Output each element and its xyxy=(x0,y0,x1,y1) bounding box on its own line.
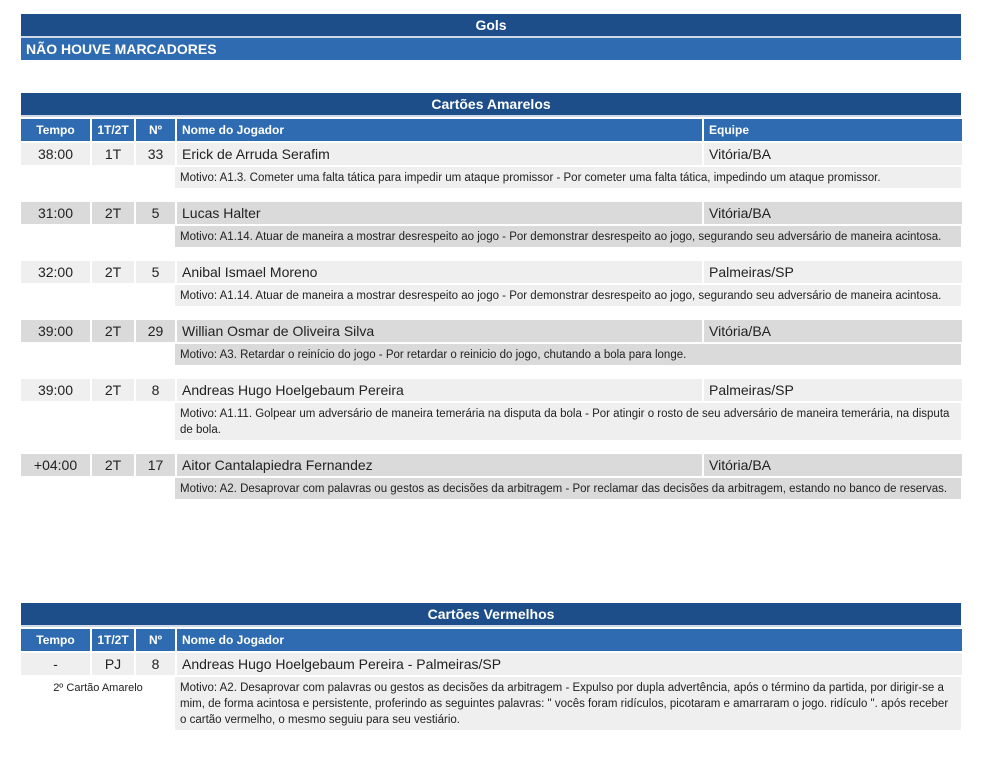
row-indent xyxy=(21,165,175,188)
row-motivo: Motivo: A1.3. Cometer uma falta tática para impedir um ataque promissor - Por cometer uma falta tática, impedindo um ataque promissor. xyxy=(175,167,961,188)
row-nome: Andreas Hugo Hoelgebaum Pereira xyxy=(177,379,702,401)
col-tempo: Tempo xyxy=(21,117,90,141)
row-tempo: 31:00 xyxy=(21,202,90,224)
row-indent xyxy=(21,476,175,499)
yellow-cards-rows xyxy=(21,143,961,499)
row-tempo: 39:00 xyxy=(21,379,90,401)
row-motivo: Motivo: A1.14. Atuar de maneira a mostrar desrespeito ao jogo - Por demonstrar desrespeito ao jogo, segurando seu adversário de maneira acintosa. xyxy=(175,285,961,306)
row-tempo: 32:00 xyxy=(21,261,90,283)
yellow-card-row xyxy=(21,202,961,247)
row-equipe: Palmeiras/SP xyxy=(704,261,962,283)
red-cards-header xyxy=(21,627,961,651)
row-num: 5 xyxy=(136,202,175,224)
red-periodo: PJ xyxy=(92,653,134,675)
row-nome: Aitor Cantalapiedra Fernandez xyxy=(177,454,702,476)
row-num: 33 xyxy=(136,143,175,165)
red-tempo: - xyxy=(21,653,90,675)
yellow-card-row xyxy=(21,379,961,440)
col-num: Nº xyxy=(136,117,175,141)
col-nome: Nome do Jogador xyxy=(177,627,962,651)
row-periodo: 2T xyxy=(92,379,134,401)
red-card-type: 2º Cartão Amarelo xyxy=(21,677,175,730)
row-tempo: +04:00 xyxy=(21,454,90,476)
red-card-row xyxy=(21,653,961,730)
col-nome: Nome do Jogador xyxy=(177,117,702,141)
row-indent xyxy=(21,283,175,306)
row-nome: Anibal Ismael Moreno xyxy=(177,261,702,283)
row-equipe: Palmeiras/SP xyxy=(704,379,962,401)
row-nome: Willian Osmar de Oliveira Silva xyxy=(177,320,702,342)
col-periodo: 1T/2T xyxy=(92,627,134,651)
row-periodo: 2T xyxy=(92,202,134,224)
row-equipe: Vitória/BA xyxy=(704,454,962,476)
gols-section xyxy=(21,14,961,60)
row-motivo: Motivo: A1.14. Atuar de maneira a mostrar desrespeito ao jogo - Por demonstrar desrespeito ao jogo, segurando seu adversário de maneira acintosa. xyxy=(175,226,961,247)
yellow-cards-section xyxy=(21,93,961,499)
row-nome: Lucas Halter xyxy=(177,202,702,224)
row-num: 8 xyxy=(136,379,175,401)
row-indent xyxy=(21,224,175,247)
row-periodo: 1T xyxy=(92,143,134,165)
yellow-card-row xyxy=(21,454,961,499)
row-indent xyxy=(21,342,175,365)
col-num: Nº xyxy=(136,627,175,651)
red-nome: Andreas Hugo Hoelgebaum Pereira - Palmeiras/SP xyxy=(177,653,962,675)
col-tempo: Tempo xyxy=(21,627,90,651)
row-equipe: Vitória/BA xyxy=(704,202,962,224)
red-cards-section xyxy=(21,603,961,730)
row-tempo: 39:00 xyxy=(21,320,90,342)
red-cards-title: Cartões Vermelhos xyxy=(21,603,961,627)
row-equipe: Vitória/BA xyxy=(704,320,962,342)
row-indent xyxy=(21,401,175,440)
col-periodo: 1T/2T xyxy=(92,117,134,141)
row-num: 5 xyxy=(136,261,175,283)
row-motivo: Motivo: A1.11. Golpear um adversário de maneira temerária na disputa da bola - Por atingir o rosto de seu adversário de maneira temerária, na disputa de bola. xyxy=(175,403,961,440)
row-tempo: 38:00 xyxy=(21,143,90,165)
row-equipe: Vitória/BA xyxy=(704,143,962,165)
col-equipe: Equipe xyxy=(704,117,962,141)
row-periodo: 2T xyxy=(92,320,134,342)
gols-title: Gols xyxy=(21,14,961,38)
row-nome: Erick de Arruda Serafim xyxy=(177,143,702,165)
row-motivo: Motivo: A2. Desaprovar com palavras ou gestos as decisões da arbitragem - Por reclamar das decisões da arbitragem, estando no banco de reservas. xyxy=(175,478,961,499)
row-num: 17 xyxy=(136,454,175,476)
red-motivo: Motivo: A2. Desaprovar com palavras ou gestos as decisões da arbitragem - Expulso por dupla advertência, após o término da partida, por dirigir-se a mim, de forma acintosa e persistente, proferindo as seguintes palavras: " vocês foram ridículos, picotaram e amarraram o jogo. ridículo ". após receber o cartão vermelho, o mesmo seguiu para seu vestiário. xyxy=(175,677,961,730)
row-periodo: 2T xyxy=(92,454,134,476)
red-num: 8 xyxy=(136,653,175,675)
row-num: 29 xyxy=(136,320,175,342)
yellow-cards-header xyxy=(21,117,961,141)
yellow-card-row xyxy=(21,143,961,188)
row-motivo: Motivo: A3. Retardar o reinício do jogo - Por retardar o reinicio do jogo, chutando a bola para longe. xyxy=(175,344,961,365)
yellow-card-row xyxy=(21,261,961,306)
yellow-cards-title: Cartões Amarelos xyxy=(21,93,961,117)
row-periodo: 2T xyxy=(92,261,134,283)
gols-note: NÃO HOUVE MARCADORES xyxy=(21,38,961,60)
yellow-card-row xyxy=(21,320,961,365)
